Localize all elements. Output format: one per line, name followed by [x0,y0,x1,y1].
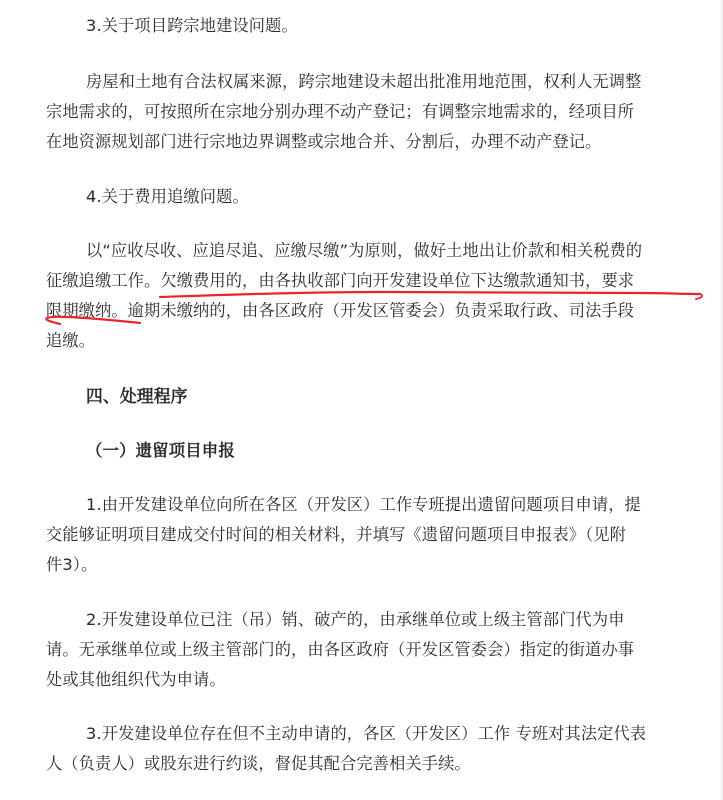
section-4-paragraph-line-2: 征缴追缴工作。欠缴费用的，由各执收部门向开发建设单位下达缴款通知书，要求 [46,271,635,290]
item-1-line-3: 件3）。 [46,555,98,574]
section-4-paragraph-line-1: 以“应收尽收、应追尽追、应缴尽缴”为原则，做好土地出让价款和相关税费的 [86,241,643,260]
item-1-line-1: 1.由开发建设单位向所在各区（开发区）工作专班提出遗留问题项目申请，提 [86,495,641,514]
section-3-title: 3.关于项目跨宗地建设问题。 [86,16,298,35]
procedure-heading: 四、处理程序 [86,386,188,406]
item-2-line-3: 处或其他组织代为申请。 [46,670,226,689]
item-3-line-2: 人（负责人）或股东进行约谈，督促其配合完善相关手续。 [46,754,471,773]
item-2-line-2: 请。无承继单位或上级主管部门的，由各区政府（开发区管委会）指定的街道办事 [46,640,635,659]
section-4-paragraph-line-3: 限期缴纳。逾期未缴纳的，由各区政府（开发区管委会）负责采取行政、司法手段 [46,301,635,320]
section-3-paragraph-line-1: 房屋和土地有合法权属来源，跨宗地建设未超出批准用地范围，权利人无调整 [86,72,642,91]
red-underline-connector [696,294,702,299]
section-3-paragraph-line-2: 宗地需求的，可按照所在宗地分别办理不动产登记；有调整宗地需求的，经项目所 [46,102,635,121]
section-4-title: 4.关于费用追缴问题。 [86,187,249,206]
section-3-paragraph-line-3: 在地资源规划部门进行宗地边界调整或宗地合并、分割后，办理不动产登记。 [46,132,602,151]
item-3-line-1: 3.开发建设单位存在但不主动申请的，各区（开发区）工作 专班对其法定代表 [86,724,647,743]
item-1-line-2: 交能够证明项目建成交付时间的相关材料，并填写《遗留问题项目申报表》（见附 [46,525,627,544]
subsection-heading: （一）遗留项目申报 [86,441,235,460]
red-underline-stroke-1 [160,292,700,297]
item-2-line-1: 2.开发建设单位已注（吊）销、破产的，由承继单位或上级主管部门代为申 [86,610,625,629]
section-4-paragraph-line-4: 追缴。 [46,331,96,350]
